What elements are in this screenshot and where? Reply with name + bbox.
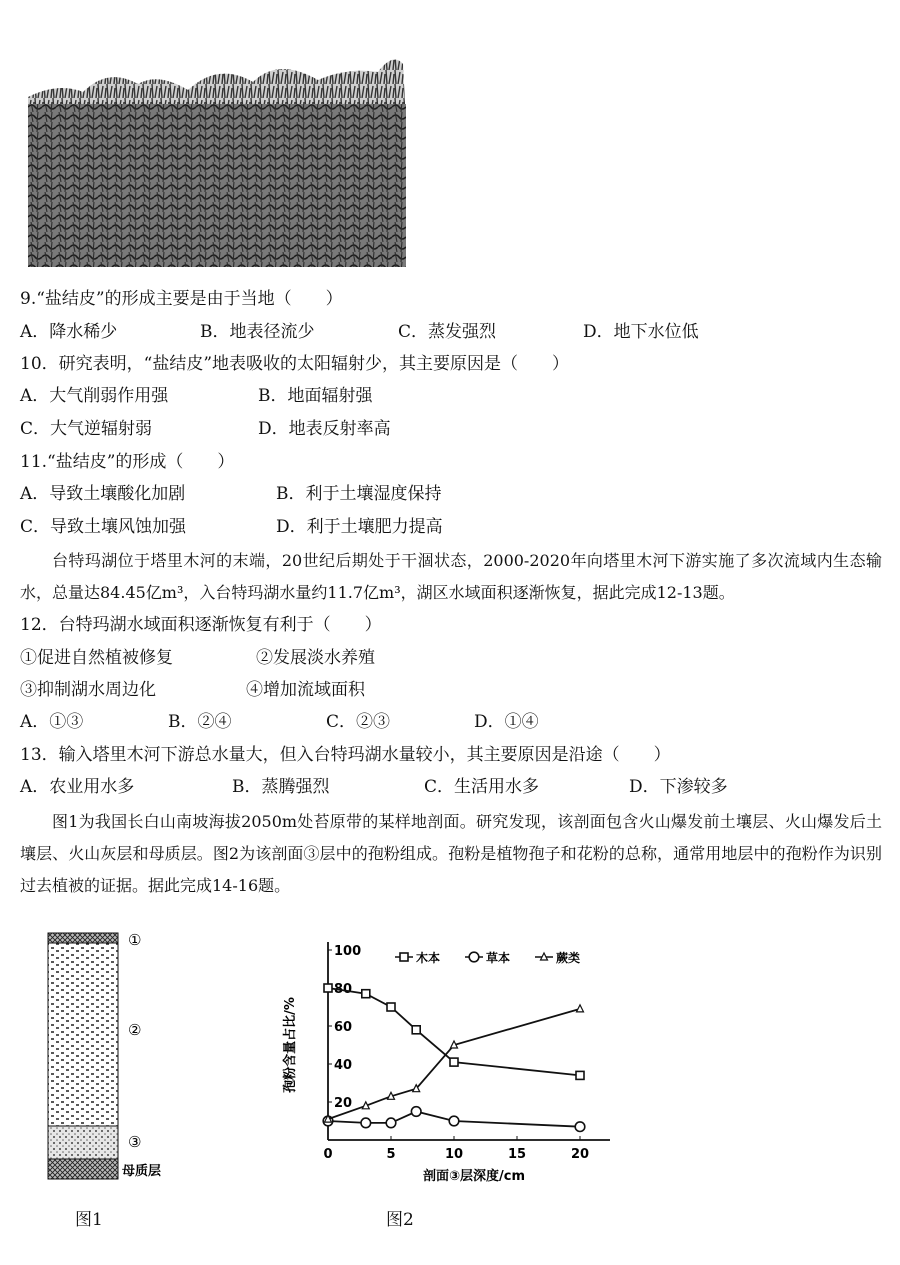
data-point-circle bbox=[575, 1122, 585, 1132]
q11-option-c[interactable]: C．导致土壤风蚀加强 bbox=[20, 517, 187, 537]
layer-2-band bbox=[48, 943, 118, 1126]
y-tick-label: 40 bbox=[334, 1058, 353, 1073]
x-tick-label: 15 bbox=[507, 1147, 527, 1162]
q12-statement-4: ④增加流域面积 bbox=[246, 680, 365, 700]
q12-statement-2: ②发展淡水养殖 bbox=[256, 648, 375, 668]
data-point-square bbox=[387, 1003, 395, 1011]
q10-option-c[interactable]: C．大气逆辐射弱 bbox=[20, 419, 153, 439]
q13-option-d[interactable]: D．下渗较多 bbox=[629, 777, 728, 797]
passage-changbai-profile: 图1为我国长白山南坡海拔2050m处苔原带的某样地剖面。研究发现，该剖面包含火山爆发前土壤层、火山爆发后土壤层、火山灰层和母质层。图2为该剖面③层中的孢粉组成。孢粉是植物孢子和花粉的总称，通常用地层中的孢粉作为识别过去植被的证据。据此完成14-16题。 bbox=[20, 812, 882, 895]
legend-label: 草本 bbox=[486, 951, 511, 965]
passage-taitema-lake: 台特玛湖位于塔里木河的末端，20世纪后期处于干涸状态，2000-2020年向塔里木河下游实施了多次流域内生态输水，总量达84.45亿m³，入台特玛湖水量约11.7亿m³，湖区水域面积逐渐恢复，据此完成12-13题。 bbox=[20, 551, 882, 602]
parent-material-label: 母质层 bbox=[122, 1164, 162, 1179]
q12-option-c[interactable]: C．②③ bbox=[326, 712, 391, 732]
data-point-circle bbox=[411, 1107, 421, 1117]
q13-option-a[interactable]: A．农业用水多 bbox=[20, 777, 135, 797]
q10-option-d[interactable]: D．地表反射率高 bbox=[258, 419, 391, 439]
data-point-square bbox=[412, 1026, 420, 1034]
layer-3-label: ③ bbox=[128, 1133, 142, 1151]
q13-option-b[interactable]: B．蒸腾强烈 bbox=[232, 777, 330, 797]
q12-option-a[interactable]: A．①③ bbox=[20, 712, 84, 732]
q9-option-b[interactable]: B．地表径流少 bbox=[200, 322, 315, 342]
q12-option-d[interactable]: D．①④ bbox=[474, 712, 539, 732]
data-point-square bbox=[450, 1058, 458, 1066]
q11-option-b[interactable]: B．利于土壤湿度保持 bbox=[276, 484, 442, 504]
figure-1-caption: 图1 bbox=[75, 1210, 103, 1230]
layer-2-label: ② bbox=[128, 1021, 142, 1039]
y-tick-label: 60 bbox=[334, 1020, 353, 1035]
y-tick-label: 20 bbox=[334, 1096, 353, 1111]
figure-1-soil-profile bbox=[40, 925, 200, 1190]
x-tick-label: 0 bbox=[323, 1147, 333, 1162]
q9-option-c[interactable]: C．蒸发强烈 bbox=[398, 322, 497, 342]
q11-option-a[interactable]: A．导致土壤酸化加剧 bbox=[20, 484, 186, 504]
salt-crust-photo bbox=[28, 42, 408, 267]
parent-material-band bbox=[48, 1159, 118, 1179]
data-point-circle bbox=[386, 1118, 396, 1128]
data-point-circle bbox=[361, 1118, 371, 1128]
x-tick-label: 10 bbox=[444, 1147, 464, 1162]
legend-marker-square bbox=[400, 953, 408, 961]
layer-3-band bbox=[48, 1126, 118, 1159]
layer-1-label: ① bbox=[128, 931, 142, 949]
y-axis-label: 孢粉含量占比/% bbox=[283, 997, 298, 1093]
q9-option-d[interactable]: D．地下水位低 bbox=[583, 322, 699, 342]
legend-marker-circle bbox=[469, 952, 479, 962]
x-tick-label: 5 bbox=[386, 1147, 396, 1162]
figure-2-pollen-chart bbox=[280, 935, 620, 1195]
data-point-circle bbox=[449, 1116, 459, 1126]
y-tick-label: 100 bbox=[334, 944, 362, 959]
q9-stem: 9.“盐结皮”的形成主要是由于当地（ ） bbox=[20, 289, 343, 309]
data-point-square bbox=[362, 990, 370, 998]
q10-option-b[interactable]: B．地面辐射强 bbox=[258, 386, 373, 406]
legend-label: 木本 bbox=[416, 951, 441, 965]
q13-option-c[interactable]: C．生活用水多 bbox=[424, 777, 540, 797]
q10-stem: 10．研究表明，“盐结皮”地表吸收的太阳辐射少，其主要原因是（ ） bbox=[20, 354, 570, 374]
q13-stem: 13．输入塔里木河下游总水量大，但入台特玛湖水量较小，其主要原因是沿途（ ） bbox=[20, 745, 671, 765]
q11-stem: 11.“盐结皮”的形成（ ） bbox=[20, 452, 235, 472]
q11-option-d[interactable]: D．利于土壤肥力提高 bbox=[276, 517, 443, 537]
legend-label: 蕨类 bbox=[556, 951, 581, 965]
x-axis-label: 剖面③层深度/cm bbox=[422, 1169, 526, 1184]
data-point-square bbox=[576, 1071, 584, 1079]
data-point-square bbox=[324, 984, 332, 992]
data-point-triangle bbox=[577, 1005, 584, 1012]
q12-statement-3: ③抑制湖水周边化 bbox=[20, 680, 156, 700]
figure-2-caption: 图2 bbox=[386, 1210, 414, 1230]
q9-option-a[interactable]: A．降水稀少 bbox=[20, 322, 118, 342]
q12-statement-1: ①促进自然植被修复 bbox=[20, 648, 173, 668]
x-tick-label: 20 bbox=[570, 1147, 590, 1162]
q10-option-a[interactable]: A．大气削弱作用强 bbox=[20, 386, 169, 406]
y-tick-label: 80 bbox=[334, 982, 353, 997]
q12-option-b[interactable]: B．②④ bbox=[168, 712, 232, 732]
q12-stem: 12．台特玛湖水域面积逐渐恢复有利于（ ） bbox=[20, 615, 382, 635]
layer-1-band bbox=[48, 933, 118, 943]
